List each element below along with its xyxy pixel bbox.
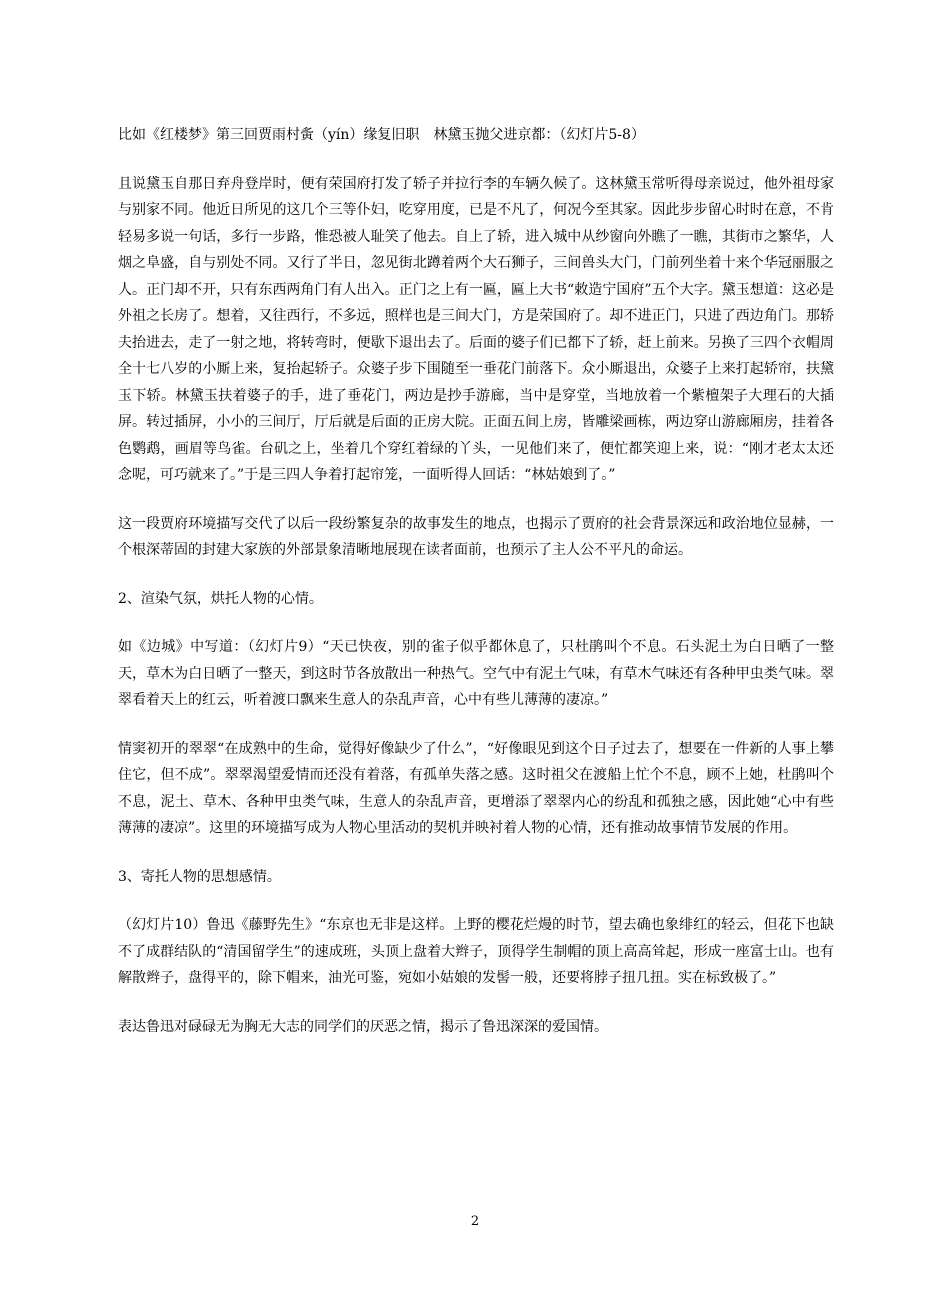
tengye-excerpt: （幻灯片10）鲁迅《藤野先生》“东京也无非是这样。上野的樱花烂熳的时节，望去确也象绯红的轻云，但花下也缺不了成群结队的“清国留学生”的速成班，头顶上盘着大辫子，顶得学生制帽的顶上高高耸起，形成一座富士山。也有解散辫子，盘得平的，除下帽来，油光可鉴，宛如小姑娘的发髻一般，还要将脖子扭几扭。实在标致极了。”: [118, 917, 834, 986]
hongloumeng-excerpt: 且说黛玉自那日弃舟登岸时，便有荣国府打发了轿子并拉行李的车辆久候了。这林黛玉常听得母亲说过，他外祖母家与别家不同。他近日所见的这几个三等仆妇，吃穿用度，已是不凡了，何况今至其家。因此步步留心时时在意，不肯轻易多说一句话，多行一步路，惟恐被人耻笑了他去。自上了轿，进入城中从纱窗向外瞧了一瞧，其街市之繁华，人烟之阜盛，自与别处不同。又行了半日，忽见街北蹲着两个大石狮子，三间兽头大门，门前列坐着十来个华冠丽服之人。正门却不开，只有东西两角门有人出入。正门之上有一匾，匾上大书“敕造宁国府”五个大字。黛玉想道：这必是外祖之长房了。想着，又往西行，不多远，照样也是三间大门，方是荣国府了。却不进正门，只进了西边角门。那轿夫抬进去，走了一射之地，将转弯时，便歇下退出去了。后面的婆子们已都下了轿，赶上前来。另换了三四个衣帽周全十七八岁的小厮上来，复抬起轿子。众婆子步下围随至一垂花门前落下。众小厮退出，众婆子上来打起轿帘，扶黛玉下轿。林黛玉扶着婆子的手，进了垂花门，两边是抄手游廊，当中是穿堂，当地放着一个紫檀架子大理石的大插屏。转过插屏，小小的三间厅，厅后就是后面的正房大院。正面五间上房，皆雕梁画栋，两边穿山游廊厢房，挂着各色鹦鹉，画眉等鸟雀。台矶之上，坐着几个穿红着绿的丫头，一见他们来了，便忙都笑迎上来，说：“刚才老太太还念呢，可巧就来了。”于是三四人争着打起帘笼，一面听得人回话：“林姑娘到了。”: [118, 175, 834, 483]
document-body: [118, 122, 834, 1062]
section-heading-atmosphere: 2、渲染气氛，烘托人物的心情。: [118, 590, 323, 607]
luxun-analysis-paragraph: 表达鲁迅对碌碌无为胸无大志的同学们的厌恶之情，揭示了鲁迅深深的爱国情。: [118, 1018, 608, 1035]
page-number: 2: [470, 1214, 480, 1229]
jiafu-analysis-paragraph: 这一段贾府环境描写交代了以后一段纷繁复杂的故事发生的地点，也揭示了贾府的社会背景深远和政治地位显赫，一个根深蒂固的封建大家族的外部景象清晰地展现在读者面前，也预示了主人公不平凡的命运。: [118, 515, 834, 558]
section-heading-emotion: 3、寄托人物的思想感情。: [118, 868, 281, 885]
cuicui-analysis-paragraph: 情窦初开的翠翠“在成熟中的生命，觉得好像缺少了什么”，“好像眼见到这个日子过去了，想要在一件新的人事上攀住它，但不成”。翠翠渴望爱情而还没有着落，有孤单失落之感。这时祖父在渡船上忙个不息，顾不上她，杜鹃叫个不息，泥土、草木、各种甲虫类气味，生意人的杂乱声音，更增添了翠翠内心的纷乱和孤独之感，因此她“心中有些薄薄的凄凉”。这里的环境描写成为人物心里活动的契机并映衬着人物的心情，还有推动故事情节发展的作用。: [118, 740, 834, 836]
example-intro-line: 比如《红楼梦》第三回贾雨村夤（yín）缘复旧职 林黛玉抛父进京都：（幻灯片5-8）: [118, 127, 645, 143]
biancheng-excerpt: 如《边城》中写道：（幻灯片9）“天已快夜，别的雀子似乎都休息了，只杜鹃叫个不息。石头泥土为白日晒了一整天，草木为白日晒了一整天，到这时节各放散出一种热气。空气中有泥土气味，有草木气味还有各种甲虫类气味。翠翠看着天上的红云，听着渡口飘来生意人的杂乱声音，心中有些儿薄薄的凄凉。”: [118, 639, 834, 708]
